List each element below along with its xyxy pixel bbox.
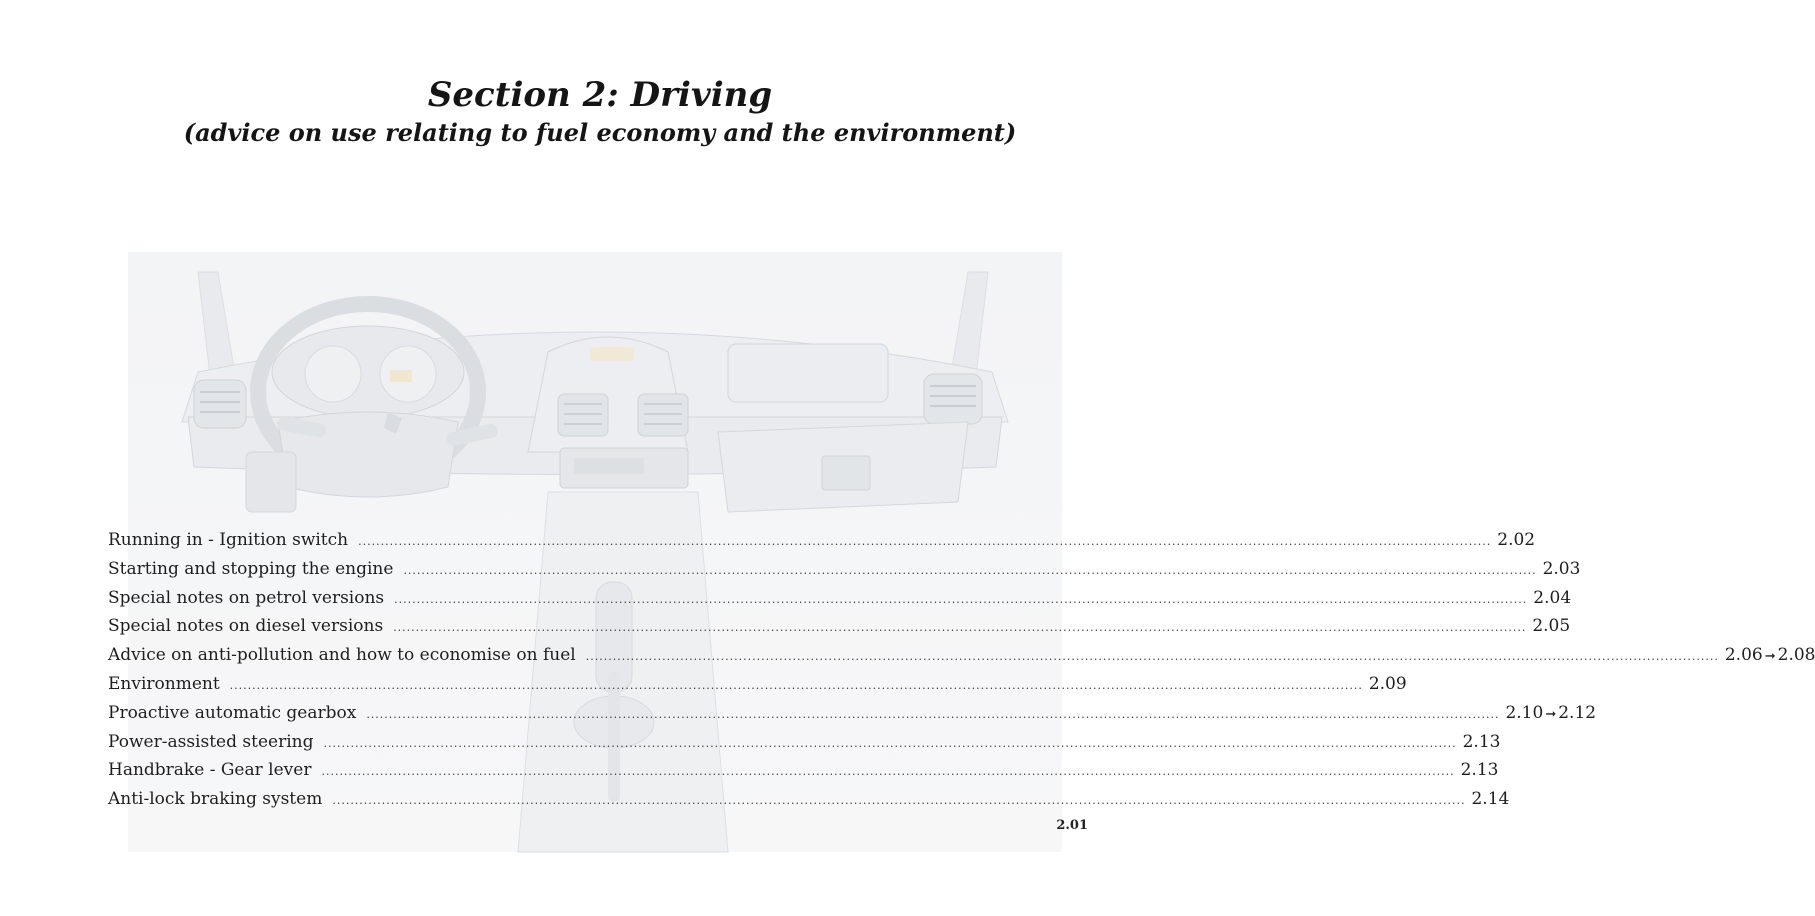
- toc-entry-page: 2.05: [1532, 616, 1571, 637]
- toc-leader-dots: ............................................................................................................................................................................................................................................................: [585, 650, 1719, 664]
- toc-entry-label: Anti-lock braking system: [108, 789, 323, 810]
- toc-entry[interactable]: [108, 584, 1572, 613]
- toc-entry-page: 2.02: [1497, 530, 1536, 550]
- toc-entry-page: 2.04: [1533, 587, 1572, 608]
- toc-entry-label: Environment: [108, 673, 220, 694]
- toc-leader-dots: ............................................................................................................................................................................................................................................................: [332, 794, 1466, 808]
- toc-entry[interactable]: [108, 555, 1581, 584]
- toc-entry-label: Special notes on diesel versions: [108, 616, 384, 637]
- toc-entry-page: 2.09: [1368, 673, 1407, 694]
- toc-entry-page: 2.14: [1471, 789, 1510, 810]
- right-arrow-icon: ➞: [1764, 649, 1776, 665]
- toc-leader-dots: ............................................................................................................................................................................................................................................................: [403, 563, 1537, 577]
- toc-entry-label: Proactive automatic gearbox: [108, 702, 357, 723]
- toc-entry[interactable]: [108, 526, 1536, 555]
- toc-entry-label: Starting and stopping the engine: [108, 558, 394, 579]
- right-arrow-icon: ➞: [1545, 706, 1557, 722]
- toc-entry-page: 2.06 ➞ 2.08: [1719, 641, 1815, 672]
- toc-entry[interactable]: [108, 699, 1597, 728]
- toc-entry[interactable]: [108, 641, 1815, 670]
- toc-entry-page: 2.03: [1542, 558, 1581, 579]
- toc-leader-dots: ............................................................................................................................................................................................................................................................: [323, 736, 1457, 750]
- toc-entry-page: 2.10 ➞ 2.12: [1499, 699, 1596, 730]
- toc-entry-label: Running in - Ignition switch: [108, 530, 349, 550]
- toc-leader-dots: ............................................................................................................................................................................................................................................................: [229, 678, 1363, 692]
- toc-leader-dots: ............................................................................................................................................................................................................................................................: [321, 765, 1455, 779]
- toc-entry-label: Power-assisted steering: [108, 731, 314, 752]
- section-subtitle: (advice on use relating to fuel economy and the environment): [183, 118, 1017, 147]
- toc-entry-label: Advice on anti-pollution and how to economise on fuel: [108, 645, 576, 666]
- toc-entry[interactable]: [108, 785, 1510, 814]
- toc-leader-dots: ............................................................................................................................................................................................................................................................: [366, 707, 1500, 721]
- header: [0, 74, 1200, 150]
- table-of-contents: [108, 526, 1815, 814]
- toc-entry-page: 2.13: [1460, 760, 1499, 781]
- toc-leader-dots: ............................................................................................................................................................................................................................................................: [358, 535, 1492, 548]
- section-title: Section 2: Driving: [427, 75, 773, 115]
- toc-entry[interactable]: [108, 756, 1499, 785]
- toc-entry-page: 2.13: [1462, 731, 1501, 752]
- toc-entry[interactable]: [108, 670, 1407, 699]
- toc-entry-label: Handbrake - Gear lever: [108, 760, 312, 781]
- toc-entry[interactable]: [108, 612, 1571, 641]
- page-number: 2.01: [1056, 818, 1088, 833]
- toc-entry-label: Special notes on petrol versions: [108, 587, 385, 608]
- toc-leader-dots: ............................................................................................................................................................................................................................................................: [394, 592, 1528, 606]
- toc-entry[interactable]: [108, 728, 1501, 757]
- toc-leader-dots: ............................................................................................................................................................................................................................................................: [393, 621, 1527, 635]
